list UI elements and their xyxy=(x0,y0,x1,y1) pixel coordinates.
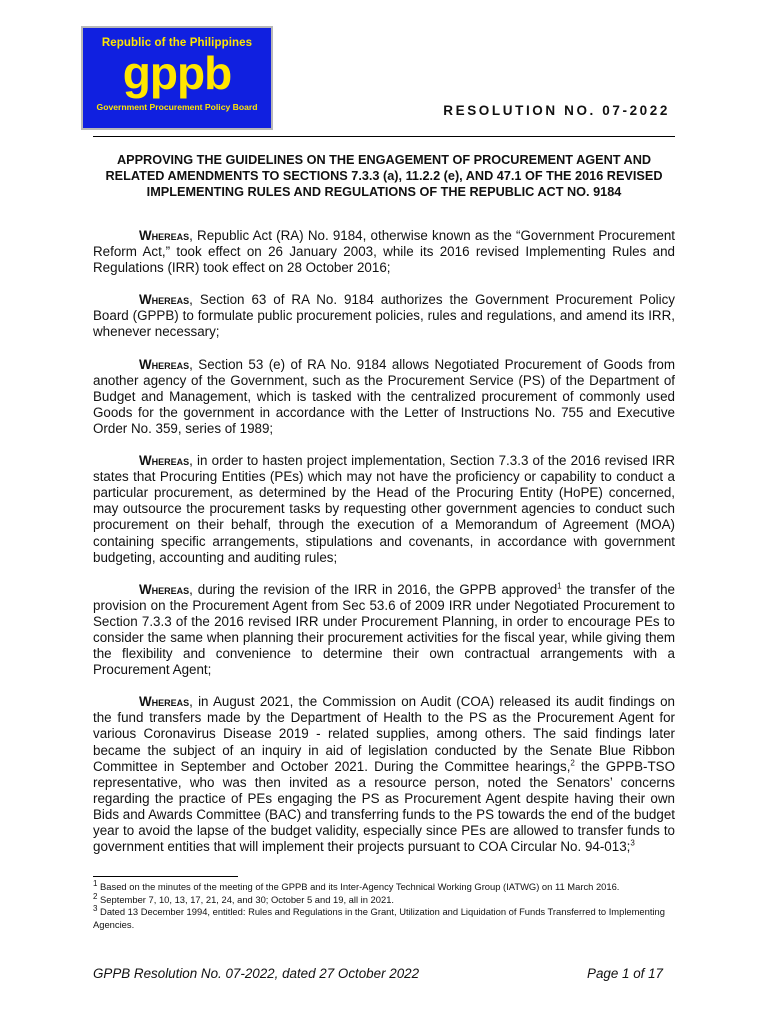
whereas-label: Whereas xyxy=(139,581,190,597)
footer-reference: GPPB Resolution No. 07-2022, dated 27 October 2022 xyxy=(93,966,420,981)
footnote-ref-1[interactable]: 1 xyxy=(557,581,562,591)
page-number: Page 1 of 17 xyxy=(587,966,663,981)
whereas-paragraph-1 xyxy=(93,228,675,276)
paragraph-text: , in order to hasten project implementation, Section 7.3.3 of the 2016 revised IRR states that Procuring Entities (PEs) which may not have the proficiency or capability to conduct a particular procurement, as determined by the Head of the Procuring Entity (HoPE) concerned, may outsource the procurement tasks by requesting other government agencies to conduct such procurement on their behalf, through the execution of a Memorandum of Agreement (MOA) containing specific arrangements, stipulations and covenants, in accordance with government budgeting, accounting and auditing rules; xyxy=(93,453,675,565)
whereas-label: Whereas xyxy=(139,228,190,243)
paragraph-text: the transfer of the provision on the Procurement Agent from Sec 53.6 of 2009 IRR under Negotiated Procurement to Section 7.3.3 of the 2016 revised IRR under Procurement Planning, in order to encourage PEs to consider the same when planning their procurement activities for the fiscal year, while giving them the flexibility and convenience to determine their own contractual arrangements with a Procurement Agent; xyxy=(93,581,675,678)
logo-bottom-text: Government Procurement Policy Board xyxy=(96,102,258,112)
resolution-title: APPROVING THE GUIDELINES ON THE ENGAGEMENT OF PROCUREMENT AGENT AND RELATED AMENDMENTS TO SECTIONS 7.3.3 (a), 11.2.2 (e), AND 47.1 OF THE 2016 REVISED IMPLEMENTING RULES AND REGULATIONS OF THE REPUBLIC ACT NO. 9184 xyxy=(105,153,663,199)
document-body xyxy=(93,228,675,871)
resolution-number: RESOLUTION NO. 07-2022 xyxy=(443,103,670,118)
footnotes xyxy=(93,878,675,931)
whereas-paragraph-5 xyxy=(93,582,675,679)
whereas-label: Whereas xyxy=(139,292,190,308)
paragraph-text: , Republic Act (RA) No. 9184, otherwise known as the “Government Procurement Reform Act,” took effect on 26 January 2003, while its 2016 revised Implementing Rules and Regulations (IRR) took effect on 28 October 2016; xyxy=(93,228,675,276)
gppb-logo xyxy=(81,26,273,130)
footnote-divider xyxy=(93,876,238,877)
whereas-paragraph-4 xyxy=(93,453,675,566)
footnote-1: $^1$ Based on the minutes of the meeting of the GPPB and its Inter-Agency Technical Working Group (IATWG) on 11 March 2016. xyxy=(93,878,620,892)
page-footer xyxy=(93,966,663,981)
footnote-3: $^3$ Dated 13 December 1994, entitled: Rules and Regulations in the Grant, Utilization and Liquidation of Funds Transferred to Implementing Agencies. xyxy=(93,904,665,930)
footnote-ref-3[interactable]: 3 xyxy=(630,838,635,848)
header-divider xyxy=(93,136,675,137)
whereas-label: Whereas xyxy=(139,356,190,372)
logo-main-text: gppb xyxy=(122,47,232,99)
paragraph-text: , Section 63 of RA No. 9184 authorizes the Government Procurement Policy Board (GPPB) to formulate public procurement policies, rules and regulations, and amend its IRR, whenever necessary; xyxy=(93,292,675,340)
logo-top-text: Republic of the Philippines xyxy=(101,37,253,49)
paragraph-text: the GPPB-TSO representative, who was then invited as a resource person, noted the Senators’ concerns regarding the practice of PEs engaging the PS as Procurement Agent despite having their own Bids and Awards Committee (BAC) and transferring funds to the PS towards the end of the budget year to avoid the lapse of the budget validity, especially since PEs are allowed to transfer funds to government entities that will implement their projects pursuant to COA Circular No. 94-013; xyxy=(93,758,675,855)
paragraph-text: , during the revision of the IRR in 2016, the GPPB approved xyxy=(189,581,558,597)
footnote-2: $^2$ September 7, 10, 13, 17, 21, 24, and 30; October 5 and 19, all in 2021. xyxy=(93,891,395,905)
paragraph-text: , in August 2021, the Commission on Audit (COA) released its audit findings on the fund transfers made by the Department of Health to the PS as the Procurement Agent for various Coronavirus Disease 2019 - related supplies, among others. The said findings later became the subject of an inquiry in aid of legislation conducted by the Senate Blue Ribbon Committee in September and October 2021. During the Committee hearings, xyxy=(93,694,675,774)
whereas-paragraph-6 xyxy=(93,694,675,855)
footnote-ref-2[interactable]: 2 xyxy=(570,758,575,768)
whereas-label: Whereas xyxy=(139,453,190,469)
whereas-paragraph-3 xyxy=(93,357,675,437)
whereas-paragraph-2 xyxy=(93,292,675,340)
paragraph-text: , Section 53 (e) of RA No. 9184 allows Negotiated Procurement of Goods from another agency of the Government, such as the Procurement Service (PS) of the Department of Budget and Management, which is tasked with the centralized procurement of commonly used Goods for the government in accordance with the Letter of Instructions No. 755 and Executive Order No. 359, series of 1989; xyxy=(93,356,675,436)
whereas-label: Whereas xyxy=(139,694,190,710)
